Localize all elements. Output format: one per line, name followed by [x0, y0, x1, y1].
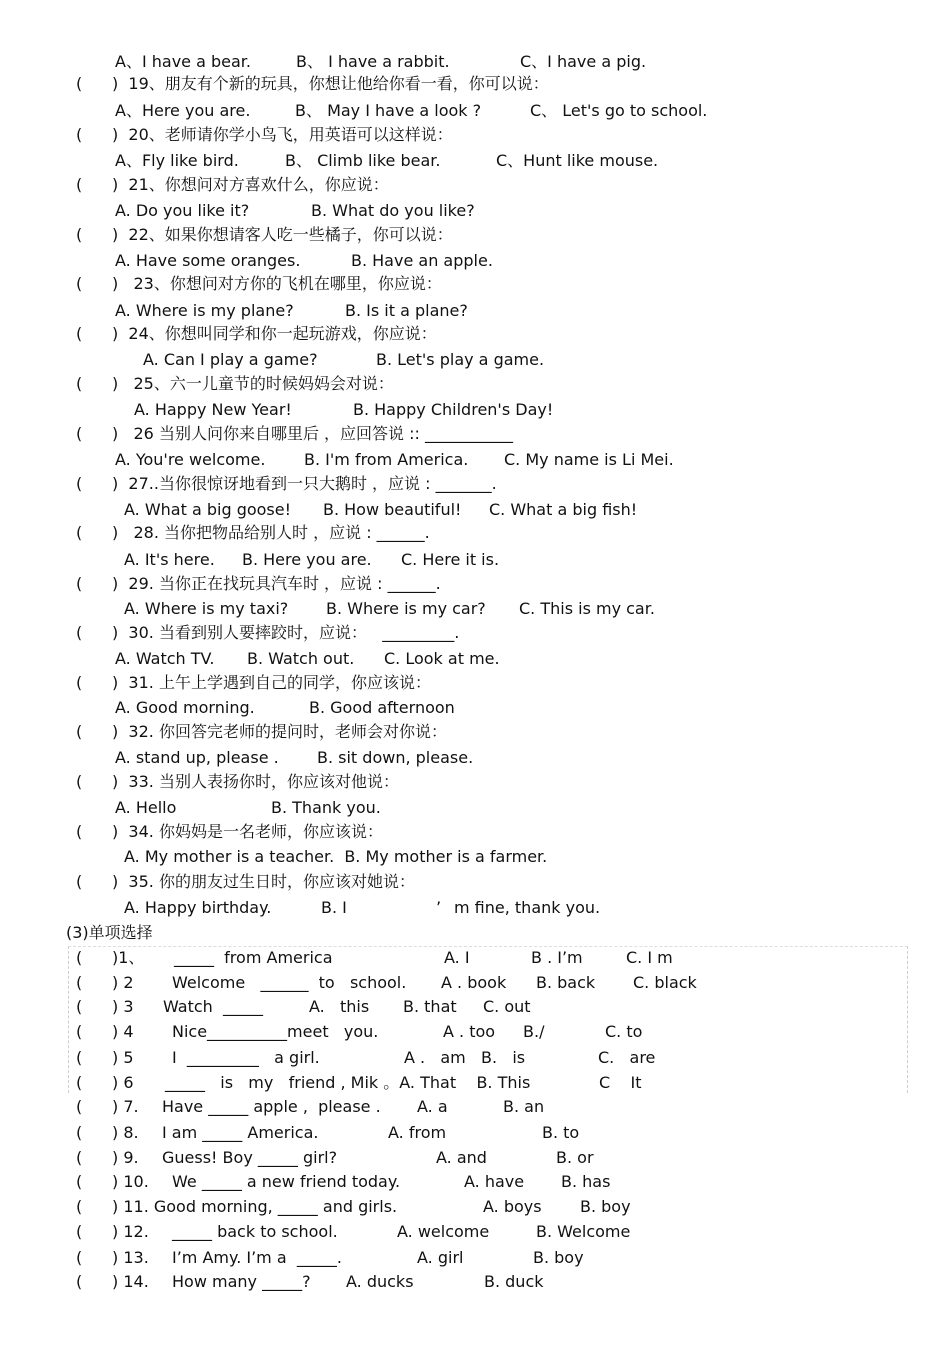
answer-paren: ( — [76, 948, 83, 967]
answer-option: C、I have a pig. — [520, 52, 647, 71]
answer-option: A. Do you like it? — [115, 201, 250, 220]
answer-paren: ( — [76, 574, 83, 593]
question-stem: ) 31. 上午上学遇到自己的同学，你应该说： — [112, 673, 431, 692]
answer-paren: ( — [76, 523, 83, 542]
answer-option: B. Here you are. — [242, 550, 372, 569]
answer-paren: ( — [76, 872, 83, 891]
answer-option: A、Here you are. — [115, 101, 251, 120]
question-number: ) 4 — [112, 1022, 134, 1041]
question-part: A. I — [444, 948, 470, 967]
answer-option: ’ — [436, 898, 442, 917]
answer-paren: ( — [76, 474, 83, 493]
question-stem: ) 30. 当看到别人要摔跤时，应说： _________. — [112, 623, 460, 642]
answer-paren: ( — [76, 1148, 83, 1167]
answer-paren: ( — [76, 973, 83, 992]
answer-paren: ( — [76, 1222, 83, 1241]
question-part: _____ is my friend , Mik 。A. That B. This — [165, 1073, 531, 1092]
question-part: A. girl — [417, 1248, 464, 1267]
question-part: B. back — [536, 973, 596, 992]
answer-option: A. Where is my plane? — [115, 301, 294, 320]
question-part: B. boy — [533, 1248, 584, 1267]
answer-option: B、 I have a rabbit. — [296, 52, 450, 71]
question-part: A. from — [388, 1123, 447, 1142]
question-part: We _____ a new friend today. — [172, 1172, 401, 1191]
question-part: A. boys — [483, 1197, 542, 1216]
question-part: Welcome ______ to school. — [172, 973, 407, 992]
question-part: B . I’m — [531, 948, 583, 967]
answer-option: A. My mother is a teacher. B. My mother is a farmer. — [124, 847, 548, 866]
question-part: A. have — [464, 1172, 525, 1191]
answer-paren: ( — [76, 125, 83, 144]
answer-paren: ( — [76, 772, 83, 791]
answer-option: A. Good morning. — [115, 698, 255, 717]
question-part: B. Welcome — [536, 1222, 631, 1241]
answer-option: B. What do you like? — [311, 201, 475, 220]
question-stem: ) 19、朋友有个新的玩具，你想让他给你看一看，你可以说： — [112, 74, 549, 93]
question-number: ) 2 — [112, 973, 134, 992]
answer-option: A. Can I play a game? — [143, 350, 318, 369]
question-stem: ) 22、如果你想请客人吃一些橘子，你可以说： — [112, 225, 453, 244]
question-part: _____ back to school. — [172, 1222, 338, 1241]
answer-option: A. Have some oranges. — [115, 251, 301, 270]
answer-option: B. Where is my car? — [326, 599, 486, 618]
answer-option: A、I have a bear. — [115, 52, 251, 71]
answer-paren: ( — [76, 74, 83, 93]
question-stem: ) 27..当你很惊讶地看到一只大鹅时 ，应说 : _______. — [112, 474, 497, 493]
question-number: ) 6 — [112, 1073, 134, 1092]
question-part: B. an — [503, 1097, 545, 1116]
question-part: C. to — [605, 1022, 643, 1041]
answer-option: C. This is my car. — [519, 599, 655, 618]
question-part: Nice__________meet you. — [172, 1022, 379, 1041]
question-part: A. welcome — [397, 1222, 490, 1241]
question-number: ) 10. — [112, 1172, 149, 1191]
question-part: A . book — [441, 973, 507, 992]
answer-option: B. Have an apple. — [351, 251, 493, 270]
answer-paren: ( — [76, 1048, 83, 1067]
answer-paren: ( — [76, 324, 83, 343]
question-number: ) 14. — [112, 1272, 149, 1291]
question-number: ) 7. — [112, 1097, 139, 1116]
question-part: B. or — [556, 1148, 594, 1167]
answer-option: B. I'm from America. — [304, 450, 469, 469]
question-part: C. out — [483, 997, 531, 1016]
question-part: A . am B. is — [404, 1048, 526, 1067]
question-part: Guess! Boy _____ girl? — [162, 1148, 338, 1167]
question-part: How many _____? — [172, 1272, 311, 1291]
question-part: C. I m — [626, 948, 673, 967]
answer-option: C. Look at me. — [384, 649, 500, 668]
question-stem: ) 26 当别人问你来自哪里后 ，应回答说 :: ___________ — [112, 424, 513, 443]
answer-option: A. stand up, please . — [115, 748, 279, 767]
question-number: ) 13. — [112, 1248, 149, 1267]
answer-paren: ( — [76, 1097, 83, 1116]
choice-table-frame — [68, 946, 908, 1093]
question-part: A. a — [417, 1097, 448, 1116]
answer-option: B. Is it a plane? — [345, 301, 468, 320]
question-number: ) 3 — [112, 997, 134, 1016]
question-part: B. duck — [484, 1272, 544, 1291]
answer-option: C. What a big fish! — [489, 500, 638, 519]
question-part: B./ — [523, 1022, 545, 1041]
answer-paren: ( — [76, 424, 83, 443]
answer-paren: ( — [76, 274, 83, 293]
answer-option: C. Here it is. — [401, 550, 500, 569]
question-part: C It — [599, 1073, 642, 1092]
answer-paren: ( — [76, 1123, 83, 1142]
answer-option: A. You're welcome. — [115, 450, 266, 469]
answer-option: C. My name is Li Mei. — [504, 450, 674, 469]
question-part: Have _____ apple , please . — [162, 1097, 381, 1116]
question-part: I _________ a girl. — [172, 1048, 320, 1067]
question-stem: ) 32. 你回答完老师的提问时，老师会对你说： — [112, 722, 447, 741]
answer-option: B. sit down, please. — [317, 748, 474, 767]
answer-option: C、Hunt like mouse. — [496, 151, 659, 170]
answer-paren: ( — [76, 374, 83, 393]
answer-option: B、 Climb like bear. — [285, 151, 441, 170]
question-stem: ) 33. 当别人表扬你时，你应该对他说： — [112, 772, 399, 791]
answer-option: C、 Let's go to school. — [530, 101, 708, 120]
question-number: ) 8. — [112, 1123, 139, 1142]
answer-option: B. How beautiful! — [323, 500, 462, 519]
answer-option: B. Watch out. — [247, 649, 355, 668]
question-part: A. and — [436, 1148, 487, 1167]
answer-paren: ( — [76, 1197, 83, 1216]
answer-paren: ( — [76, 822, 83, 841]
answer-paren: ( — [76, 673, 83, 692]
answer-option: A. Watch TV. — [115, 649, 215, 668]
question-part: Watch _____ — [163, 997, 263, 1016]
question-stem: ) 21、你想问对方喜欢什么，你应说： — [112, 175, 389, 194]
question-part: _____ from America — [174, 948, 333, 967]
answer-option: A、Fly like bird. — [115, 151, 239, 170]
answer-paren: ( — [76, 997, 83, 1016]
question-stem: ) 24、你想叫同学和你一起玩游戏，你应说： — [112, 324, 437, 343]
question-part: A . too — [443, 1022, 496, 1041]
question-part: I am _____ America. — [162, 1123, 319, 1142]
answer-paren: ( — [76, 1022, 83, 1041]
answer-option: A. Hello — [115, 798, 177, 817]
answer-paren: ( — [76, 1248, 83, 1267]
answer-paren: ( — [76, 623, 83, 642]
question-number: ) 11. Good morning, _____ and girls. — [112, 1197, 398, 1216]
answer-option: A. It's here. — [124, 550, 215, 569]
section-title: (3)单项选择 — [66, 923, 153, 942]
question-part: B. that — [403, 997, 457, 1016]
answer-option: B. Good afternoon — [309, 698, 455, 717]
answer-paren: ( — [76, 1073, 83, 1092]
answer-paren: ( — [76, 1172, 83, 1191]
question-part: B. boy — [580, 1197, 631, 1216]
answer-option: A. Where is my taxi? — [124, 599, 289, 618]
question-part: B. has — [561, 1172, 611, 1191]
answer-option: B. I — [321, 898, 347, 917]
question-stem: ) 34. 你妈妈是一名老师，你应该说： — [112, 822, 383, 841]
question-part: C. are — [598, 1048, 656, 1067]
answer-option: A. Happy birthday. — [124, 898, 272, 917]
question-number: ) 12. — [112, 1222, 149, 1241]
question-stem: ) 25、六一儿童节的时候妈妈会对说： — [112, 374, 394, 393]
question-stem: ) 20、老师请你学小鸟飞，用英语可以这样说： — [112, 125, 453, 144]
answer-option: B. Happy Children's Day! — [353, 400, 554, 419]
answer-option: B、 May I have a look ? — [295, 101, 482, 120]
answer-option: A. What a big goose! — [124, 500, 292, 519]
answer-option: A. Happy New Year! — [134, 400, 292, 419]
question-stem: ) 35. 你的朋友过生日时，你应该对她说： — [112, 872, 415, 891]
question-part: B. to — [542, 1123, 580, 1142]
answer-option: B. Thank you. — [271, 798, 381, 817]
question-stem: ) 29. 当你正在找玩具汽车时 ，应说 : ______. — [112, 574, 441, 593]
answer-paren: ( — [76, 1272, 83, 1291]
question-number: ) 5 — [112, 1048, 134, 1067]
question-number: ) 9. — [112, 1148, 139, 1167]
question-stem: ) 28. 当你把物品给别人时 ，应说 : ______. — [112, 523, 430, 542]
question-part: A. this — [309, 997, 370, 1016]
answer-paren: ( — [76, 225, 83, 244]
question-part: A. ducks — [346, 1272, 414, 1291]
question-number: )1、 — [112, 948, 145, 967]
answer-option: m fine, thank you. — [454, 898, 601, 917]
question-stem: ) 23、你想问对方你的飞机在哪里，你应说： — [112, 274, 442, 293]
answer-paren: ( — [76, 175, 83, 194]
question-part: C. black — [633, 973, 697, 992]
answer-option: B. Let's play a game. — [376, 350, 545, 369]
answer-paren: ( — [76, 722, 83, 741]
question-part: I’m Amy. I’m a _____. — [172, 1248, 342, 1267]
